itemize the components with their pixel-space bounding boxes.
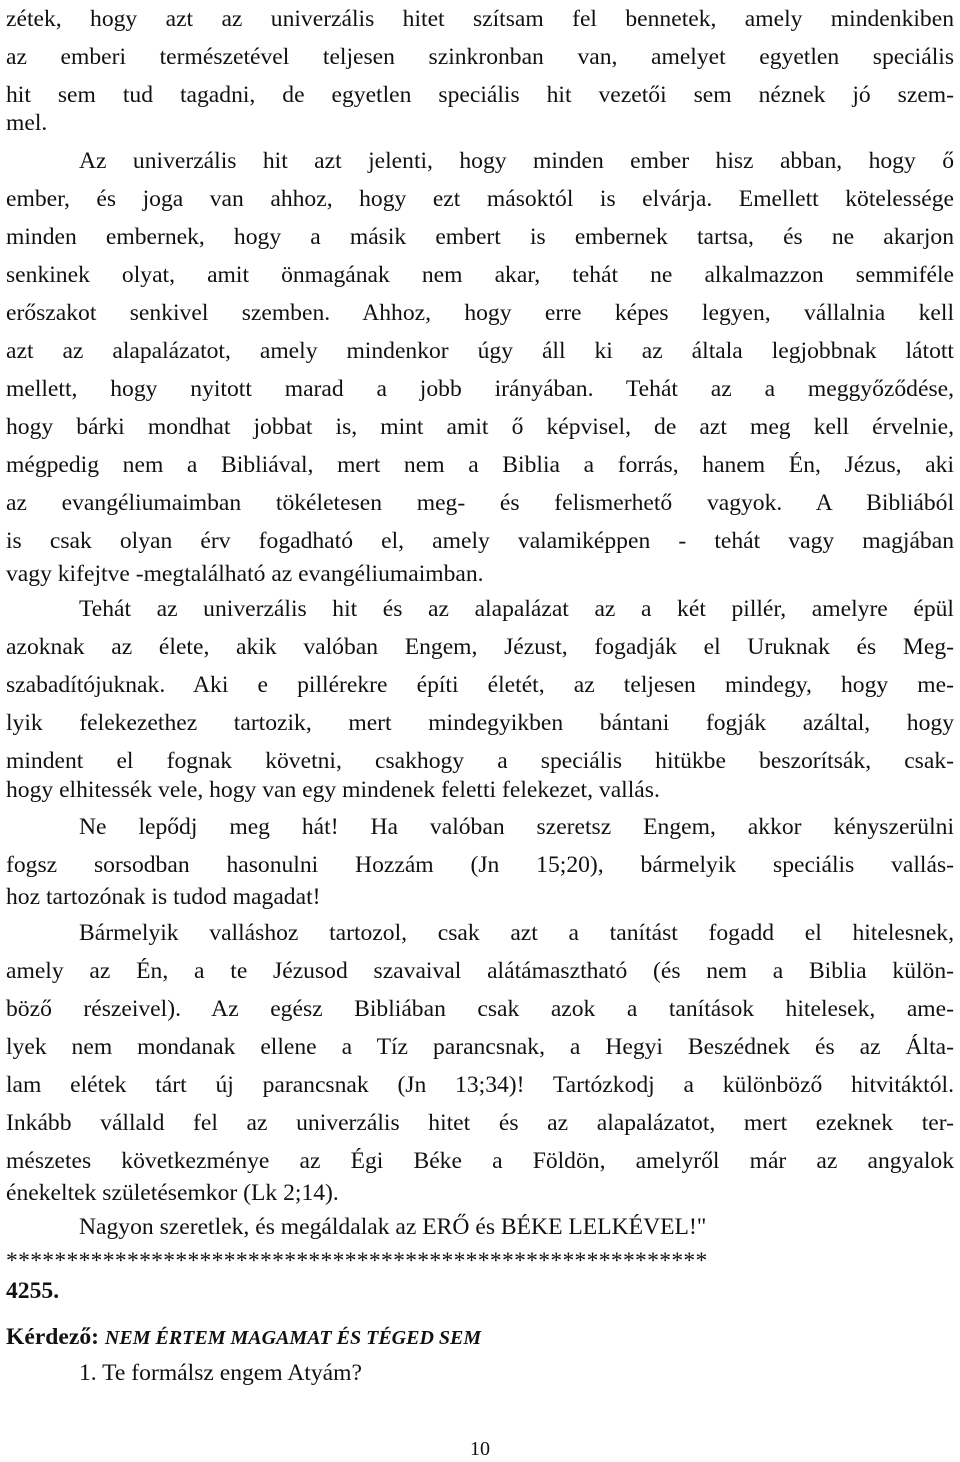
text-line: az emberi természetével teljesen szinkronban van, amelyet egyetlen speciális	[6, 44, 954, 70]
text-line: vagy kifejtve -megtalálható az evangéliumaimban.	[6, 561, 484, 587]
text-line: amely az Én, a te Jézusod szavaival alátámasztható (és nem a Biblia külön-	[6, 958, 954, 984]
text-line: hogy elhitessék vele, hogy van egy mindenek feletti felekezet, vallás.	[6, 777, 660, 803]
text-line: minden embernek, hogy a másik embert is embernek tartsa, és ne akarjon	[6, 224, 954, 250]
question-item: 1. Te formálsz engem Atyám?	[79, 1360, 362, 1386]
text-line: hit sem tud tagadni, de egyetlen speciális hit vezetői sem néznek jó szem-	[6, 82, 954, 108]
text-line: Inkább vállald fel az univerzális hitet és az alapalázatot, mert ezeknek ter-	[6, 1110, 954, 1136]
text-line: Ne lepődj meg hát! Ha valóban szeretsz Engem, akkor kényszerülni	[79, 814, 954, 840]
text-line: is csak olyan érv fogadható el, amely valamiképpen - tehát vagy magjában	[6, 528, 954, 554]
text-line: az evangéliumaimban tökéletesen meg- és felismerhető vagyok. A Bibliából	[6, 490, 954, 516]
question-label: Kérdező:	[6, 1324, 100, 1350]
question-title: NEM ÉRTEM MAGAMAT ÉS TÉGED SEM	[104, 1327, 482, 1349]
page-number: 10	[470, 1438, 490, 1460]
text-line: azt az alapalázatot, amely mindenkor úgy áll ki az általa legjobbnak látott	[6, 338, 954, 364]
text-line: böző részeivel). Az egész Bibliában csak azok a tanítások hitelesek, ame-	[6, 996, 954, 1022]
text-line: zétek, hogy azt az univerzális hitet szítsam fel bennetek, amely mindenkiben	[6, 6, 954, 32]
text-line: mégpedig nem a Bibliával, mert nem a Biblia a forrás, hanem Én, Jézus, aki	[6, 452, 954, 478]
text-line: senkinek olyat, amit önmagának nem akar, tehát ne alkalmazzon semmiféle	[6, 262, 954, 288]
message-number: 4255.	[6, 1278, 60, 1304]
text-line: énekeltek születésemkor (Lk 2;14).	[6, 1180, 339, 1206]
text-line: hogy bárki mondhat jobbat is, mint amit ő képvisel, de azt meg kell érvelnie,	[6, 414, 954, 440]
text-line: mellett, hogy nyitott marad a jobb irányában. Tehát az a meggyőződése,	[6, 376, 954, 402]
text-line: azoknak az élete, akik valóban Engem, Jézust, fogadják el Uruknak és Meg-	[6, 634, 954, 660]
text-line: Bármelyik valláshoz tartozol, csak azt a tanítást fogadd el hitelesnek,	[79, 920, 954, 946]
text-line: mindent el fognak követni, csakhogy a speciális hitükbe beszorítsák, csak-	[6, 748, 954, 774]
text-line: lyek nem mondanak ellene a Tíz parancsnak, a Hegyi Beszédnek és az Álta-	[6, 1034, 954, 1060]
text-line: szabadítójuknak. Aki e pillérekre építi életét, az teljesen mindegy, hogy me-	[6, 672, 954, 698]
question-heading	[6, 1318, 481, 1357]
text-line: lam elétek tárt új parancsnak (Jn 13;34)! Tartózkodj a különböző hitvitáktól.	[6, 1072, 954, 1098]
text-line: erőszakot senkivel szemben. Ahhoz, hogy erre képes legyen, vállalnia kell	[6, 300, 954, 326]
text-line: lyik felekezethez tartozik, mert mindegyikben bántani fogják azáltal, hogy	[6, 710, 954, 736]
text-line: Tehát az univerzális hit és az alapalázat az a két pillér, amelyre épül	[79, 596, 954, 622]
text-line: Nagyon szeretlek, és megáldalak az ERŐ és BÉKE LELKÉVEL!"	[79, 1214, 707, 1240]
text-line: mel.	[6, 110, 48, 136]
text-line: Az univerzális hit azt jelenti, hogy minden ember hisz abban, hogy ő	[79, 148, 954, 174]
separator: **********************************************************	[6, 1248, 708, 1274]
text-line: hoz tartozónak is tudod magadat!	[6, 884, 321, 910]
text-line: ember, és joga van ahhoz, hogy ezt másoktól is elvárja. Emellett kötelessége	[6, 186, 954, 212]
text-line: fogsz sorsodban hasonulni Hozzám (Jn 15;20), bármelyik speciális vallás-	[6, 852, 954, 878]
text-line: mészetes következménye az Égi Béke a Földön, amelyről már az angyalok	[6, 1148, 954, 1174]
